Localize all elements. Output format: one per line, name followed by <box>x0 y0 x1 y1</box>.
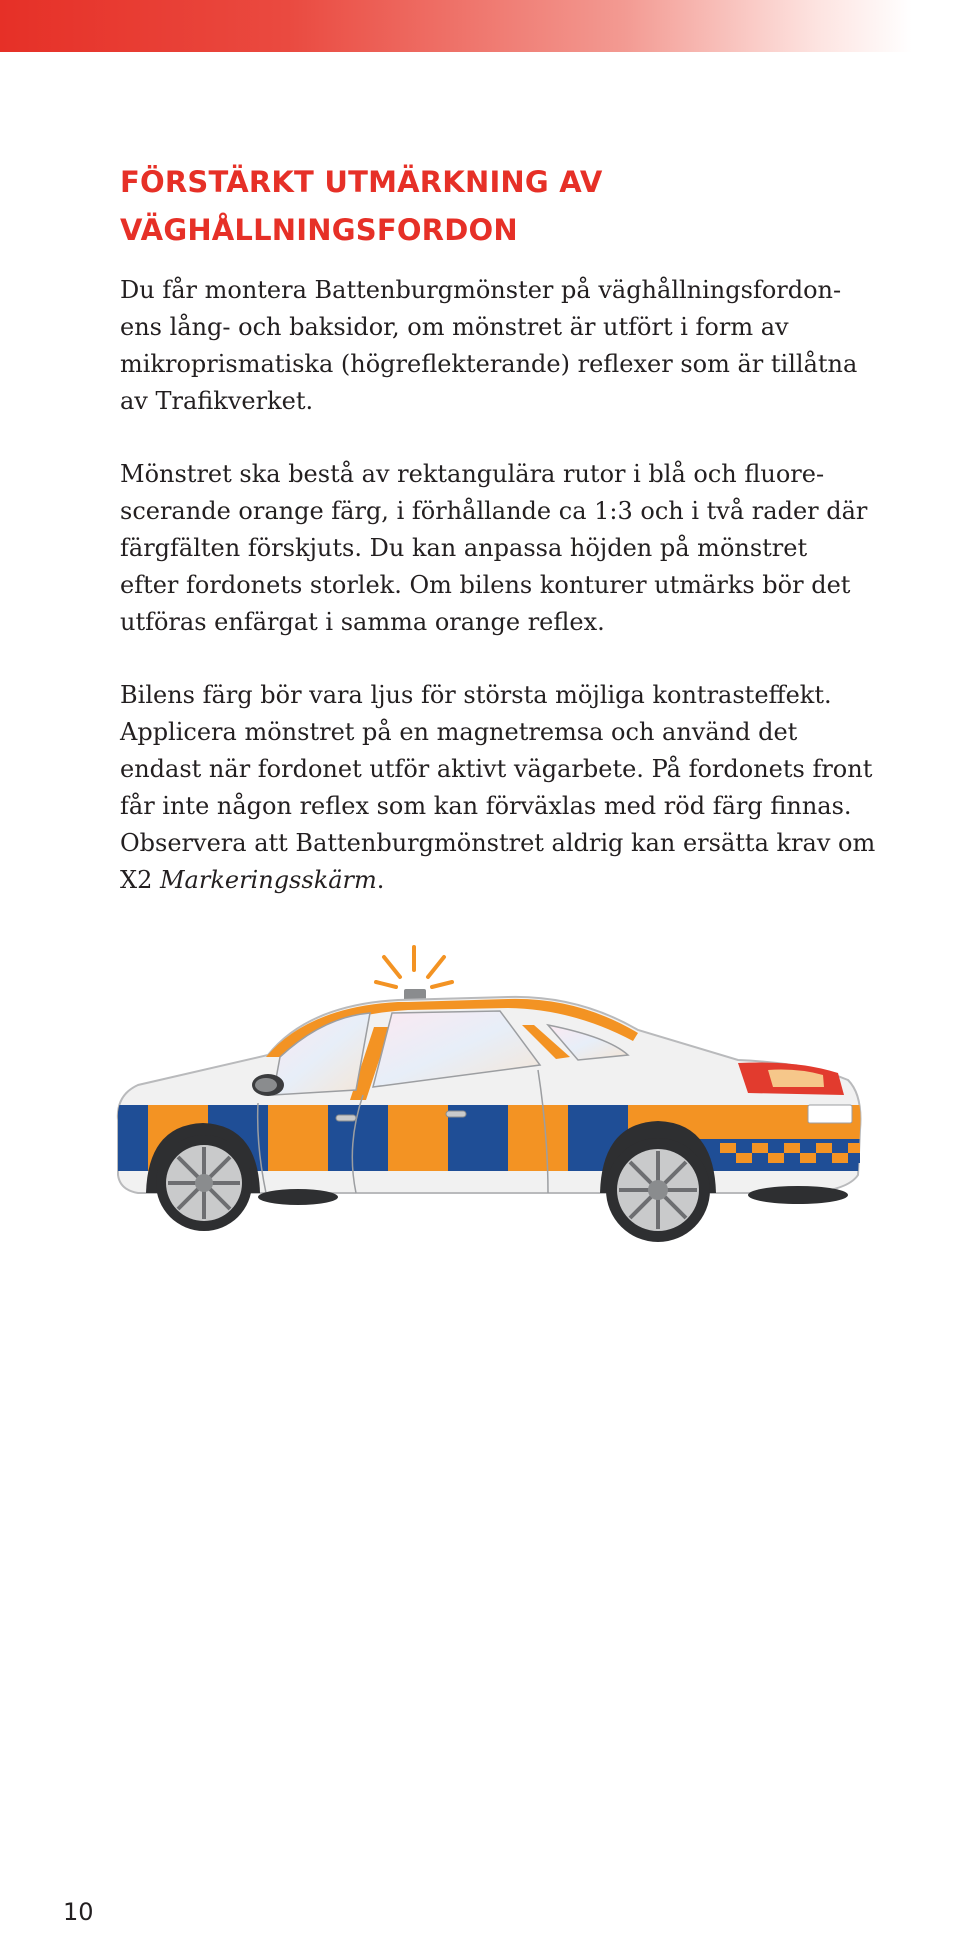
rear-battenburg-pattern <box>720 1143 860 1163</box>
section-title <box>120 158 920 254</box>
text-suffix: . <box>376 866 385 894</box>
rear-wheel <box>600 1121 716 1242</box>
text-line: efter fordonets storlek. Om bilens konturer utmärks bör det <box>120 571 851 599</box>
text-line: av Trafikverket. <box>120 387 314 415</box>
text-prefix: X2 <box>120 866 160 894</box>
text-line: ens lång- och baksidor, om mönstret är utfört i form av <box>120 313 789 341</box>
header-color-band <box>0 0 960 52</box>
paragraph-2 <box>120 456 920 641</box>
text-line: Du får montera Battenburgmönster på väghållningsfordon- <box>120 276 842 304</box>
text-line: Applicera mönstret på en magnetremsa och använd det <box>120 718 798 746</box>
text-line: endast när fordonet utför aktivt vägarbete. På fordonets front <box>120 755 873 783</box>
text-line: Mönstret ska bestå av rektangulära rutor i blå och fluore- <box>120 460 825 488</box>
paragraph-1 <box>120 272 920 420</box>
italic-term: Markeringsskärm <box>159 866 377 894</box>
text-line-last <box>120 862 920 899</box>
beacon-light <box>376 947 452 1001</box>
page-number: 10 <box>63 1898 94 1926</box>
section-title-line: FÖRSTÄRKT UTMÄRKNING AV <box>120 165 603 199</box>
license-plate <box>808 1105 852 1123</box>
side-mirror <box>252 1074 284 1096</box>
text-line: Observera att Battenburgmönstret aldrig kan ersätta krav om <box>120 829 876 857</box>
text-line: Bilens färg bör vara ljus för största möjliga kontrasteffekt. <box>120 681 832 709</box>
text-line: utföras enfärgat i samma orange reflex. <box>120 608 605 636</box>
text-line: scerande orange färg, i förhållande ca 1:3 och i två rader där <box>120 497 868 525</box>
battenburg-car-illustration <box>108 945 948 1315</box>
section-title-line: VÄGHÅLLNINGSFORDON <box>120 213 518 247</box>
main-content <box>120 158 920 935</box>
paragraph-3 <box>120 677 920 899</box>
text-line: mikroprismatiska (högreflekterande) reflexer som är tillåtna <box>120 350 858 378</box>
tail-light <box>738 1062 844 1095</box>
text-line: får inte någon reflex som kan förväxlas med röd färg finnas. <box>120 792 852 820</box>
text-line: färgfälten förskjuts. Du kan anpassa höjden på mönstret <box>120 534 808 562</box>
